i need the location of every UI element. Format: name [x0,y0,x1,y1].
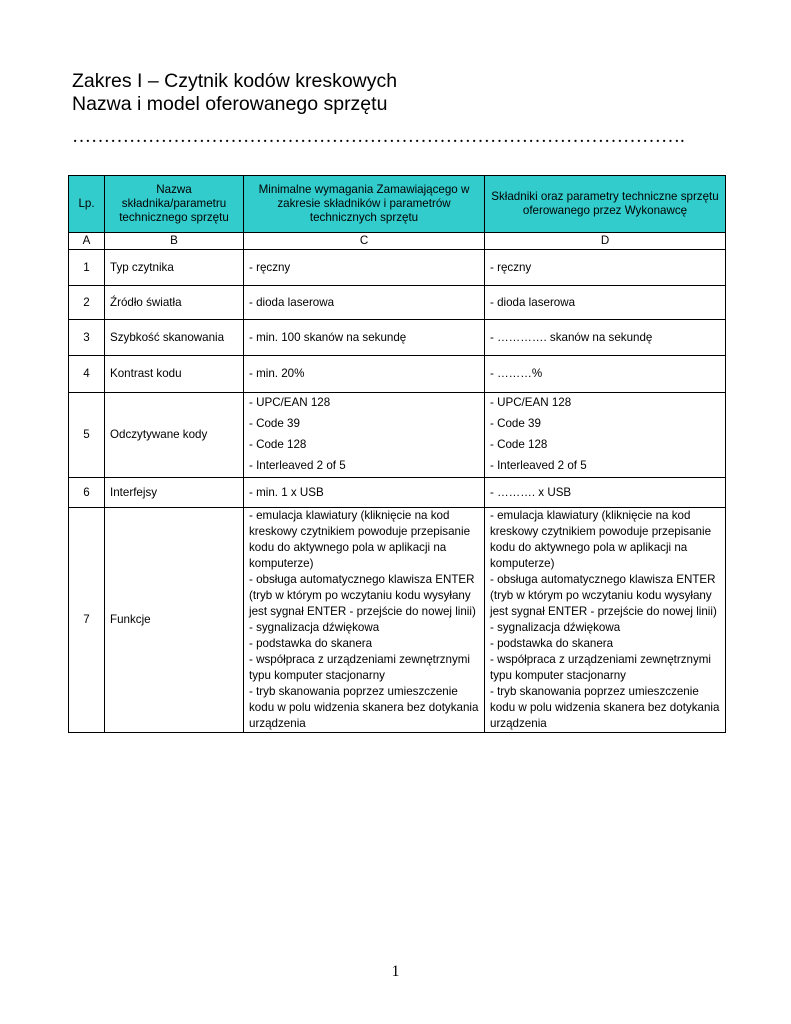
row-number: 1 [69,250,105,286]
row-offered-value [485,508,726,733]
table-row [69,508,726,733]
requirement-line: - tryb skanowania poprzez umieszczenie kodu w polu widzenia skanera bez dotykania urządzenia [249,685,479,730]
offered-line: - współpraca z urządzeniami zewnętrznymi typu komputer stacjonarny [490,653,712,682]
row-min-requirement [244,286,485,320]
requirement-line: - sygnalizacja dźwiękowa [249,621,380,634]
requirement-line: - obsługa automatycznego klawisza ENTER (tryb w którym po wczytaniu kodu wysyłany jest sygnał ENTER - przejście do nowej linii) [249,573,476,618]
requirement-line: - podstawka do skanera [249,637,373,650]
row-name: Odczytywane kody [105,393,244,478]
requirement-line: - emulacja klawiatury (kliknięcie na kod kreskowy czytnikiem powoduje przepisanie kodu do aktywnego pola w aplikacji na komputerze) [249,509,471,570]
table-row [69,286,726,320]
requirement-line: - współpraca z urządzeniami zewnętrznymi typu komputer stacjonarny [249,653,471,682]
letter-c: C [244,233,485,250]
row-name: Typ czytnika [105,250,244,286]
document-title [72,70,397,116]
offered-line: - ręczny [490,260,532,274]
offered-line: - Code 128 [490,438,548,451]
row-offered-value [485,478,726,508]
offered-line: - Interleaved 2 of 5 [490,459,587,472]
table-header-row [69,176,726,233]
row-number: 2 [69,286,105,320]
offered-line: - tryb skanowania poprzez umieszczenie kodu w polu widzenia skanera bez dotykania urządzenia [490,685,720,730]
offered-line: - ………. x USB [490,485,572,499]
letter-b: B [105,233,244,250]
requirement-line: - min. 100 skanów na sekundę [249,330,407,344]
row-offered-value [485,286,726,320]
offered-line: - …………. skanów na sekundę [490,330,653,344]
spec-table [68,175,726,733]
row-number: 5 [69,393,105,478]
requirement-line: - Interleaved 2 of 5 [249,459,346,472]
title-line-1: Zakres I – Czytnik kodów kreskowych [72,70,398,92]
offered-line: - emulacja klawiatury (kliknięcie na kod kreskowy czytnikiem powoduje przepisanie kodu do aktywnego pola w aplikacji na komputerze) [490,509,712,570]
header-name: Nazwa składnika/parametru technicznego sprzętu [105,176,244,233]
letter-d: D [485,233,726,250]
row-name: Interfejsy [105,478,244,508]
row-name: Kontrast kodu [105,356,244,393]
requirement-line: - UPC/EAN 128 [249,396,331,409]
offered-line: - UPC/EAN 128 [490,396,572,409]
row-min-requirement [244,393,485,478]
offered-line: - ………% [490,367,543,380]
row-offered-value [485,356,726,393]
row-name: Źródło światła [105,286,244,320]
requirement-line: - min. 20% [249,367,305,380]
row-number: 3 [69,320,105,356]
requirement-line: - ręczny [249,260,291,274]
row-min-requirement [244,508,485,733]
row-number: 4 [69,356,105,393]
title-line-2: Nazwa i model oferowanego sprzętu [72,93,388,115]
row-number: 7 [69,508,105,733]
dotted-fill-line: ……………………………………………………………………………………. [72,126,685,147]
table-row [69,356,726,393]
requirement-line: - Code 39 [249,417,300,430]
row-offered-value [485,320,726,356]
offered-line: - podstawka do skanera [490,637,614,650]
row-min-requirement [244,250,485,286]
offered-line: - sygnalizacja dźwiękowa [490,621,621,634]
offered-line: - Code 39 [490,417,541,430]
row-name: Szybkość skanowania [105,320,244,356]
row-min-requirement [244,478,485,508]
row-name: Funkcje [105,508,244,733]
row-min-requirement [244,356,485,393]
header-offered: Składniki oraz parametry techniczne sprzętu oferowanego przez Wykonawcę [485,176,726,233]
requirement-line: - min. 1 x USB [249,485,324,499]
header-lp: Lp. [69,176,105,233]
table-row [69,250,726,286]
letter-a: A [69,233,105,250]
row-offered-value [485,250,726,286]
header-min-requirements: Minimalne wymagania Zamawiającego w zakresie składników i parametrów technicznych sprzętu [244,176,485,233]
table-row [69,320,726,356]
table-row [69,393,726,478]
page-number: 1 [391,963,400,980]
offered-line: - dioda laserowa [490,295,576,309]
requirement-line: - dioda laserowa [249,295,335,309]
row-min-requirement [244,320,485,356]
row-offered-value [485,393,726,478]
row-number: 6 [69,478,105,508]
table-row [69,478,726,508]
requirement-line: - Code 128 [249,438,307,451]
offered-line: - obsługa automatycznego klawisza ENTER (tryb w którym po wczytaniu kodu wysyłany jest sygnał ENTER - przejście do nowej linii) [490,573,717,618]
column-letter-row [69,233,726,250]
